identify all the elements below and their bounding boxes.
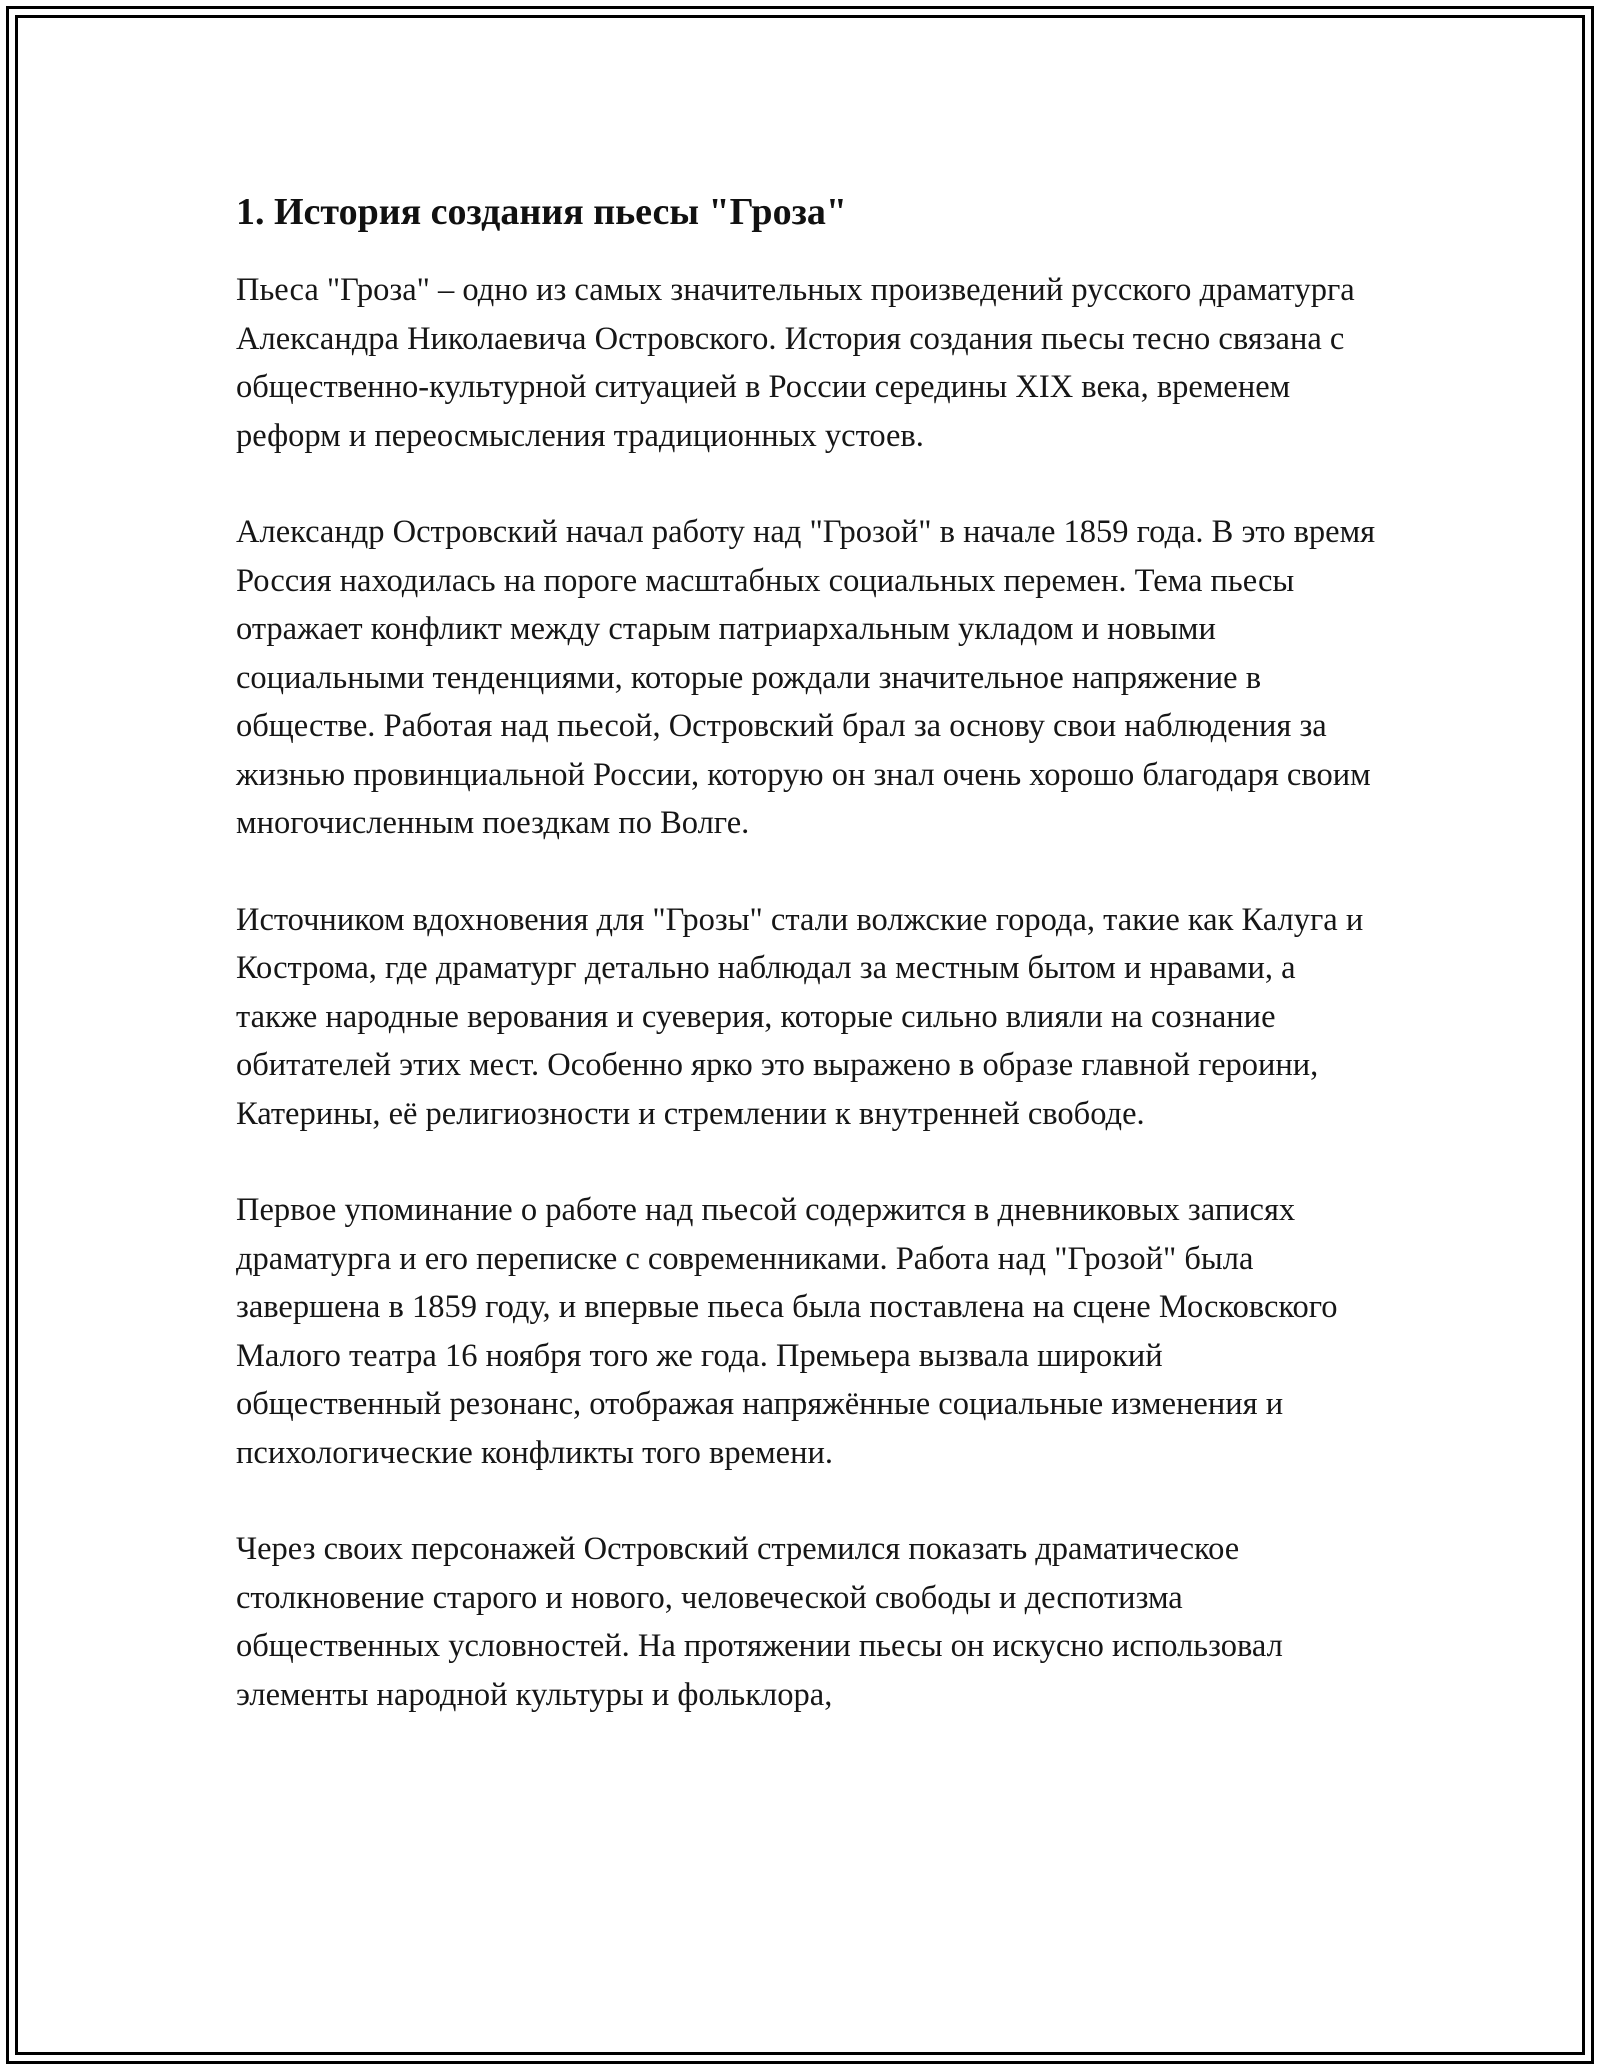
paragraph-1: Пьеса "Гроза" – одно из самых значительных произведений русского драматурга Александра Николаевича Островского. История создания пьесы тесно связана с общественно-культурной ситуацией в России середины XIX века, временем реформ и переосмысления традиционных устоев. [236,272,1355,454]
paragraph-3: Источником вдохновения для "Грозы" стали волжские города, такие как Калуга и Кострома, где драматург детально наблюдал за местным бытом и нравами, а также народные верования и суеверия, которые сильно влияли на сознание обитателей этих мест. Особенно ярко это выражено в образе главной героини, Катерины, её религиозности и стремлении к внутренней свободе. [236,901,1364,1132]
paragraph-4: Первое упоминание о работе над пьесой содержится в дневниковых записях драматурга и его переписке с современниками. Работа над "Грозой" была завершена в 1859 году, и впервые пьеса была поставлена на сцене Московского Малого театра 16 ноября того же года. Премьера вызвала широкий общественный резонанс, отображая напряжённые социальные изменения и психологические конфликты того времени. [236,1192,1338,1471]
paragraph-5: Через своих персонажей Островский стремился показать драматическое столкновение старого и нового, человеческой свободы и деспотизма общественных условностей. На протяжении пьесы он искусно использовал элементы народной культуры и фольклора, [236,1531,1283,1713]
section-heading: 1. История создания пьесы "Гроза" [236,191,847,233]
document-body [236,184,1376,1767]
paragraph-2: Александр Островский начал работу над "Грозой" в начале 1859 года. В это время Россия находилась на пороге масштабных социальных перемен. Тема пьесы отражает конфликт между старым патриархальным укладом и новыми социальными тенденциями, которые рождали значительное напряжение в обществе. Работая над пьесой, Островский брал за основу свои наблюдения за жизнью провинциальной России, которую он знал очень хорошо благодаря своим многочисленным поездкам по Волге. [236,514,1376,841]
